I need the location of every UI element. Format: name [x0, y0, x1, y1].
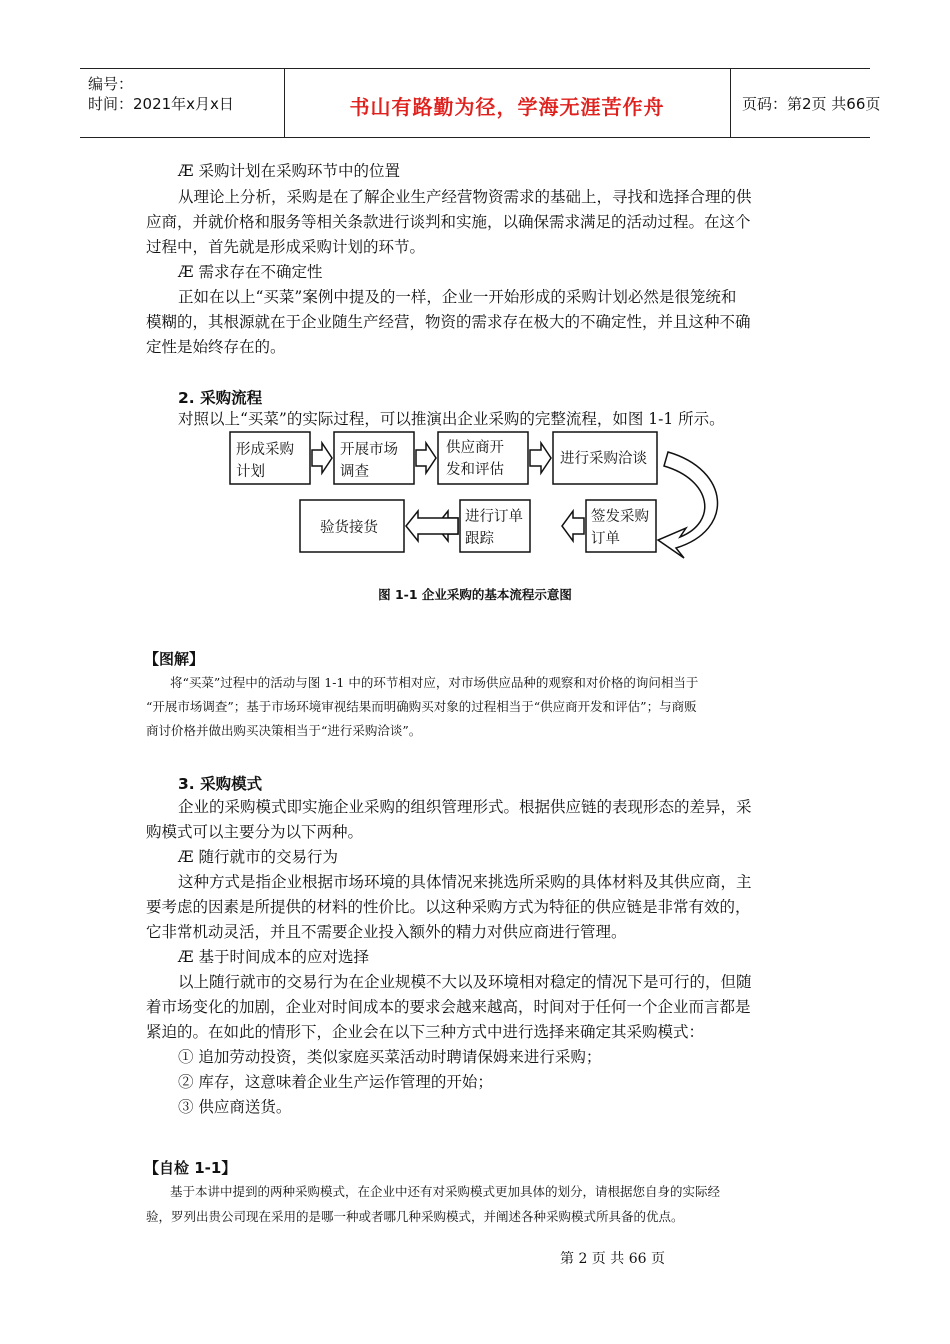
section-heading: 2. 采购流程 — [178, 389, 263, 407]
note-line: 商讨价格并做出购买决策相当于“进行采购洽谈”。 — [146, 723, 422, 738]
figure-caption: 图 1-1 企业采购的基本流程示意图 — [378, 587, 572, 602]
page-footer: 第 2 页 共 66 页 — [560, 1251, 665, 1267]
note-line: 将“买菜”过程中的活动与图 1-1 中的环节相对应，对市场供应品种的观察和对价格的询问相当于 — [170, 675, 699, 690]
bullet-heading: Æ 采购计划在采购环节中的位置 — [178, 162, 400, 180]
flow-label: 签发采购 — [591, 509, 649, 525]
flow-label: 计划 — [236, 464, 265, 480]
self-check-tag: 【自检 1-1】 — [144, 1159, 237, 1177]
paragraph-line: 企业的采购模式即实施企业采购的组织管理形式。根据供应链的表现形态的差异，采 — [178, 798, 752, 816]
curved-arrow — [658, 452, 718, 558]
paragraph-line: 从理论上分析，采购是在了解企业生产经营物资需求的基础上，寻找和选择合理的供 — [178, 188, 752, 206]
paragraph-line: 紧迫的。在如此的情形下，企业会在以下三种方式中进行选择来确定其采购模式： — [146, 1023, 705, 1041]
arrow-left — [406, 511, 458, 541]
section-heading: 3. 采购模式 — [178, 775, 263, 793]
paragraph-line: 要考虑的因素是所提供的材料的性价比。以这种采购方式为特征的供应链是非常有效的， — [146, 898, 751, 916]
arrow-right — [530, 443, 551, 473]
paragraph-line: 正如在以上“买菜”案例中提及的一样，企业一开始形成的采购计划必然是很笼统和 — [178, 288, 737, 306]
flow-label: 开展市场 — [340, 442, 398, 458]
option-item: ① 追加劳动投资，类似家庭买菜活动时聘请保姆来进行采购； — [178, 1048, 602, 1066]
option-item: ③ 供应商送货。 — [178, 1098, 292, 1116]
paragraph-line: 以上随行就市的交易行为在企业规模不大以及环境相对稳定的情况下是可行的，但随 — [178, 973, 752, 991]
paragraph-line: 着市场变化的加剧，企业对时间成本的要求会越来越高，时间对于任何一个企业而言都是 — [146, 998, 751, 1016]
flow-label: 订单 — [591, 531, 620, 547]
note-tag: 【图解】 — [144, 650, 205, 668]
paragraph-line: 定性是始终存在的。 — [146, 338, 286, 356]
page-info: 页码：第2页 共66页 — [742, 95, 881, 113]
flow-label: 供应商开 — [446, 440, 504, 456]
arrow-right — [416, 443, 436, 473]
motto: 书山有路勤为径，学海无涯苦作舟 — [349, 95, 665, 119]
note-line: 基于本讲中提到的两种采购模式，在企业中还有对采购模式更加具体的划分，请根据您自身的实际经 — [170, 1184, 721, 1199]
arrow-right — [312, 443, 332, 473]
flow-label: 进行订单 — [465, 509, 523, 525]
paragraph-line: 它非常机动灵活，并且不需要企业投入额外的精力对供应商进行管理。 — [146, 923, 627, 941]
paragraph-line: 对照以上“买菜”的实际过程，可以推演出企业采购的完整流程，如图 1-1 所示。 — [178, 410, 725, 428]
paragraph-line: 应商，并就价格和服务等相关条款进行谈判和实施，以确保需求满足的活动过程。在这个 — [146, 213, 751, 231]
number-label: 编号： — [88, 75, 134, 93]
paragraph-line: 购模式可以主要分为以下两种。 — [146, 823, 364, 841]
flow-label: 发和评估 — [446, 462, 504, 478]
flow-label: 进行采购洽谈 — [560, 451, 647, 467]
flow-label: 形成采购 — [236, 442, 294, 458]
note-line: 验，罗列出贵公司现在采用的是哪一种或者哪几种采购模式，并阐述各种采购模式所具备的优点。 — [146, 1209, 684, 1224]
flow-label: 验货接货 — [320, 520, 378, 536]
note-line: “开展市场调查”；基于市场环境审视结果而明确购买对象的过程相当于“供应商开发和评估”；与商贩 — [146, 699, 697, 714]
bullet-heading: Æ 随行就市的交易行为 — [178, 848, 338, 866]
paragraph-line: 这种方式是指企业根据市场环境的具体情况来挑选所采购的具体材料及其供应商，主 — [178, 873, 752, 891]
time-label: 时间：2021年x月x日 — [88, 95, 234, 113]
arrow-left — [562, 511, 584, 541]
bullet-heading: Æ 基于时间成本的应对选择 — [178, 948, 369, 966]
process-flowchart — [0, 0, 950, 600]
option-item: ② 库存，这意味着企业生产运作管理的开始； — [178, 1073, 493, 1091]
flow-label: 跟踪 — [465, 531, 494, 547]
bullet-heading: Æ 需求存在不确定性 — [178, 263, 323, 281]
paragraph-line: 模糊的，其根源就在于企业随生产经营，物资的需求存在极大的不确定性，并且这种不确 — [146, 313, 751, 331]
paragraph-line: 过程中，首先就是形成采购计划的环节。 — [146, 238, 426, 256]
flow-label: 调查 — [340, 464, 369, 480]
